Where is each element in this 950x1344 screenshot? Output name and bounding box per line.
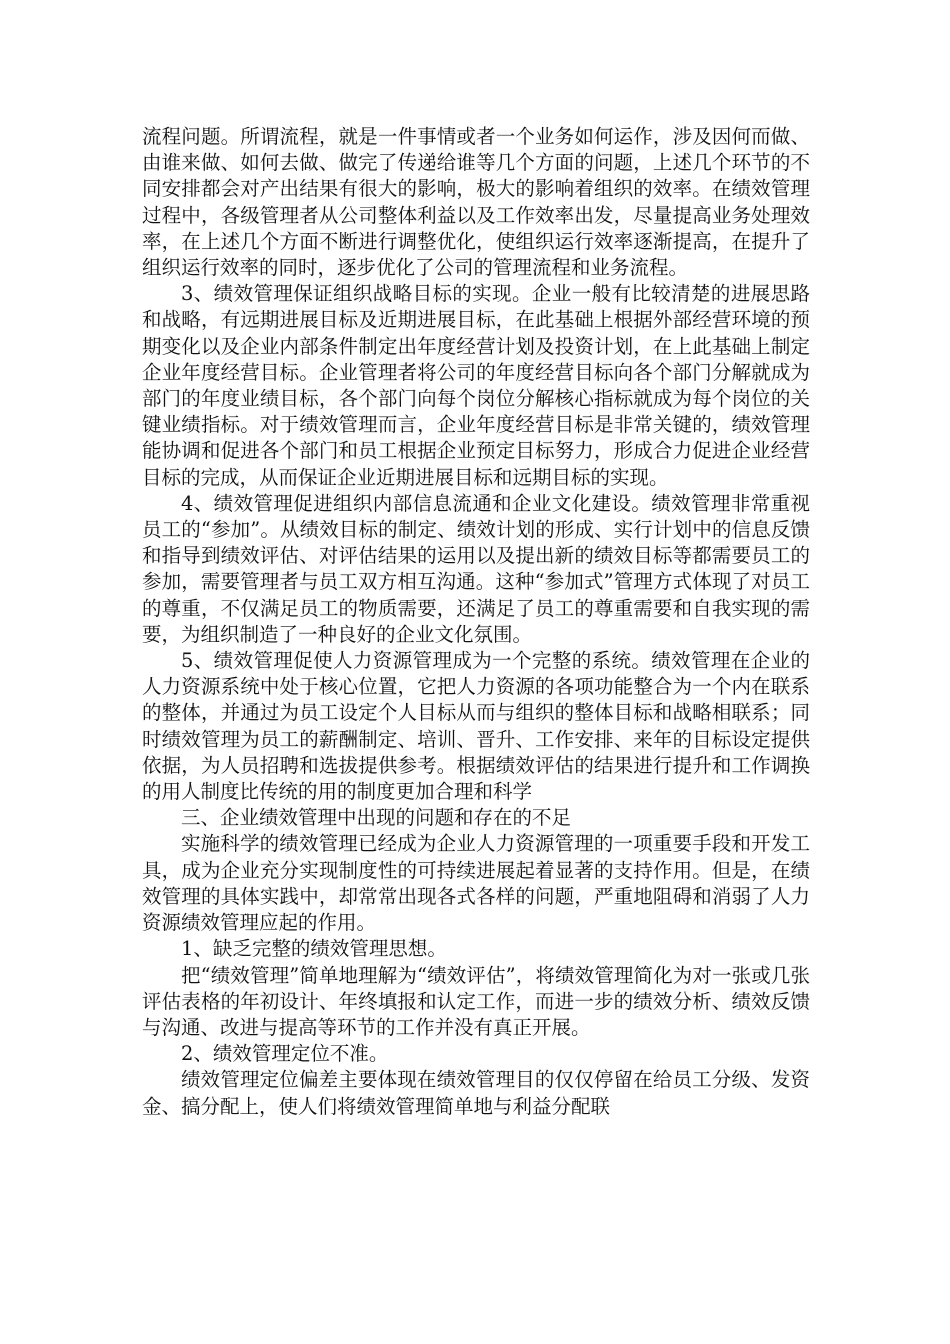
section-heading-problems: 三、企业绩效管理中出现的问题和存在的不足 [181,806,572,830]
paragraph-evaluation-misunderstanding: 把“绩效管理”简单地理解为“绩效评估”，将绩效管理简化为对一张或几张评估表格的年初设计、年终填报和认定工作，而进一步的绩效分析、绩效反馈与沟通、改进与提高等环节的工作并没有真正开展。 [142,963,810,1039]
subheading-positioning: 2、绩效管理定位不准。 [181,1042,389,1066]
paragraph-hr-system: 5、绩效管理促使人力资源管理成为一个完整的系统。绩效管理在企业的人力资源系统中处于核心位置，它把人力资源的各项功能整合为一个内在联系的整体，并通过为员工设定个人目标从而与组织的整体目标和战略相联系；同时绩效管理为员工的薪酬制定、培训、晋升、工作安排、来年的目标设定提供依据，为人员招聘和选拔提供参考。根据绩效评估的结果进行提升和工作调换的用人制度比传统的用的制度更加合理和科学 [142,649,810,804]
paragraph-process-problem: 流程问题。所谓流程，就是一件事情或者一个业务如何运作，涉及因何而做、由谁来做、如何去做、做完了传递给谁等几个方面的问题，上述几个环节的不同安排都会对产出结果有很大的影响，极大的影响着组织的效率。在绩效管理过程中，各级管理者从公司整体利益以及工作效率出发，尽量提高业务处理效率，在上述几个方面不断进行调整优化，使组织运行效率逐渐提高，在提升了组织运行效率的同时，逐步优化了公司的管理流程和业务流程。 [142,125,810,280]
document-body [142,124,810,1120]
paragraph-information-flow: 4、绩效管理促进组织内部信息流通和企业文化建设。绩效管理非常重视员工的“参加”。从绩效目标的制定、绩效计划的形成、实行计划中的信息反馈和指导到绩效评估、对评估结果的运用以及提出新的绩效目标等都需要员工的参加，需要管理者与员工双方相互沟通。这种“参加式”管理方式体现了对员工的尊重，不仅满足员工的物质需要，还满足了员工的尊重需要和自我实现的需要，为组织制造了一种良好的企业文化氛围。 [142,491,810,646]
paragraph-strategic-goal: 3、绩效管理保证组织战略目标的实现。企业一般有比较清楚的进展思路和战略，有远期进展目标及近期进展目标，在此基础上根据外部经营环境的预期变化以及企业内部条件制定出年度经营计划及投资计划，在上此基础上制定企业年度经营目标。企业管理者将公司的年度经营目标向各个部门分解就成为部门的年度业绩目标，各个部门向每个岗位分解核心指标就成为每个岗位的关键业绩指标。对于绩效管理而言，企业年度经营目标是非常关键的，绩效管理能协调和促进各个部门和员工根据企业预定目标努力，形成合力促进企业经营目标的完成，从而保证企业近期进展目标和远期目标的实现。 [142,282,810,489]
paragraph-problems-intro: 实施科学的绩效管理已经成为企业人力资源管理的一项重要手段和开发工具，成为企业充分实现制度性的可持续进展起着显著的支持作用。但是，在绩效管理的具体实践中，却常常出现各式各样的问题，严重地阻碍和消弱了人力资源绩效管理应起的作用。 [142,832,810,935]
paragraph-positioning-deviation: 绩效管理定位偏差主要体现在绩效管理目的仅仅停留在给员工分级、发资金、搞分配上，使人们将绩效管理简单地与利益分配联 [142,1068,810,1118]
subheading-lack-of-thinking: 1、缺乏完整的绩效管理思想。 [181,937,447,961]
